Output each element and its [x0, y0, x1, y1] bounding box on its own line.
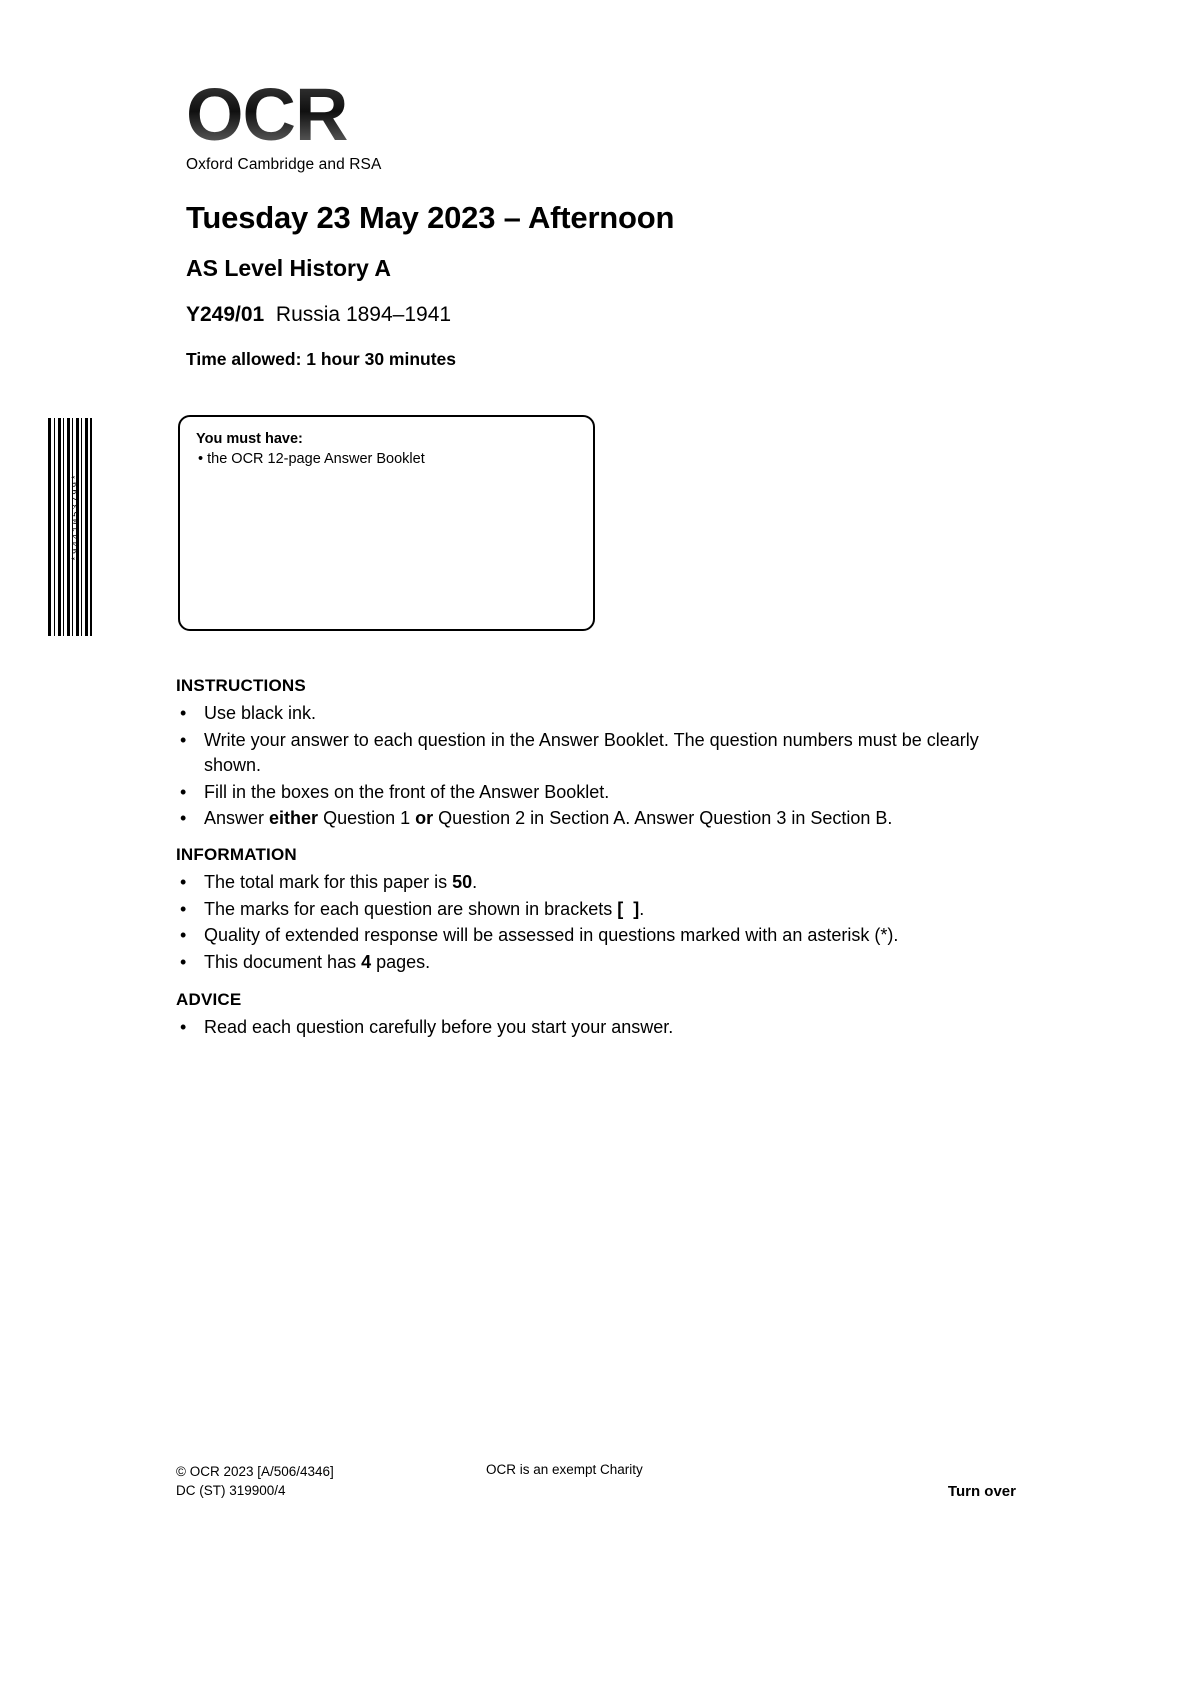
- exam-datetime: Tuesday 23 May 2023 – Afternoon: [186, 200, 675, 235]
- paper-line: [186, 303, 451, 327]
- footer-left: [176, 1462, 334, 1500]
- time-allowed: Time allowed: 1 hour 30 minutes: [186, 349, 457, 369]
- barcode: [40, 418, 100, 636]
- turn-over-label: Turn over: [947, 1483, 1016, 1500]
- charity-note: OCR is an exempt Charity: [486, 1462, 643, 1477]
- must-have-title: You must have:: [196, 431, 303, 447]
- list-item: • Quality of extended response will be assessed in questions marked with an asterisk (*).: [176, 923, 1006, 949]
- information-section: [176, 845, 1006, 976]
- information-list: [176, 870, 1006, 975]
- barcode-number: *9441053799*: [71, 472, 81, 562]
- list-item: • Use black ink.: [176, 701, 1006, 727]
- list-item: • The total mark for this paper is 50.: [176, 870, 1006, 896]
- list-item: • Fill in the boxes on the front of the Answer Booklet.: [176, 780, 1006, 806]
- list-item: • This document has 4 pages.: [176, 950, 1006, 976]
- document-code: DC (ST) 319900/4: [176, 1483, 286, 1498]
- list-item: • Write your answer to each question in the Answer Booklet. The question numbers must be clearly shown.: [176, 728, 1006, 779]
- information-heading: INFORMATION: [176, 845, 297, 864]
- instructions-list: [176, 701, 1006, 832]
- ocr-logo: [186, 73, 382, 174]
- advice-list: [176, 1015, 1006, 1041]
- list-item: • The marks for each question are shown in brackets [ ].: [176, 897, 1006, 923]
- advice-section: [176, 990, 1006, 1042]
- ocr-logo-mark: OCR: [186, 73, 348, 156]
- instructions-heading: INSTRUCTIONS: [176, 676, 306, 695]
- paper-code: Y249/01: [186, 303, 265, 326]
- ocr-logo-strapline: Oxford Cambridge and RSA: [186, 156, 382, 173]
- must-have-box: [178, 415, 595, 631]
- list-item: • Answer either Question 1 or Question 2 in Section A. Answer Question 3 in Section B.: [176, 806, 1006, 832]
- paper-title: Russia 1894–1941: [275, 303, 452, 326]
- must-have-item: • the OCR 12-page Answer Booklet: [198, 451, 425, 467]
- copyright-line: © OCR 2023 [A/506/4346]: [176, 1464, 334, 1479]
- advice-heading: ADVICE: [176, 990, 242, 1009]
- instructions-section: [176, 676, 1006, 833]
- qualification-title: AS Level History A: [186, 255, 391, 281]
- list-item: • Read each question carefully before you start your answer.: [176, 1015, 1006, 1041]
